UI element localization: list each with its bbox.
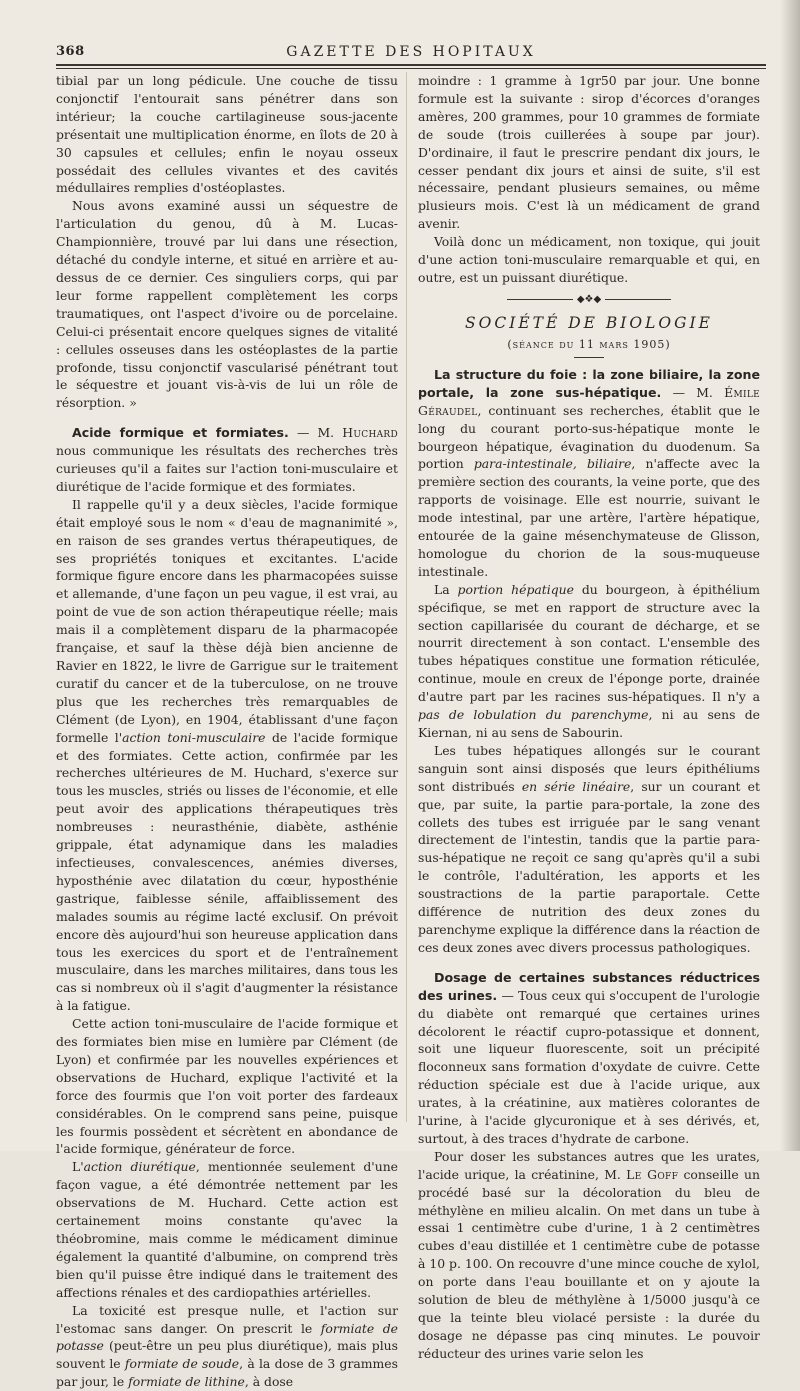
paragraph-text: L': [72, 1159, 84, 1175]
heading-separator: — M.: [288, 425, 343, 441]
page-number: 368: [56, 44, 85, 59]
ornament-line: [605, 299, 671, 300]
paragraph-text: , n'affecte avec la première section des courants, la veine porte, que des rapports de voisinage. Elle est nourrie, suivant le mode intestinal, par une artère, l'artère hépatique, entourée de la gaine mésenchymateuse de Glisson, homologue du chorion de la sous-muqueuse intestinale.: [418, 456, 760, 579]
paragraph: Cette action toni-musculaire de l'acide formique et des formiates bien mise en lumière par Clément (de Lyon) et confirmée par les nouvelles expériences et observations de Huchard, explique l'activité et la force des fourmis que l'on voit porter des fardeaux considérables. On le comprend sans peine, puisque les fourmis possèdent et sécrètent en abondance de l'acide formique, générateur de force.: [56, 1016, 398, 1157]
paragraph-text: nous communique les résultats des recherches très curieuses qu'il a faites sur l'action toni-musculaire et diurétique de l'acide formique et des formiates.: [56, 443, 398, 494]
emphasis-text: formiate de potasse: [56, 1320, 398, 1354]
paragraph-text: , continuant ses recherches, établit que le long du courant porto-sus-hépatique monte le bourgeon hépatique, évagination du duodenum. Sa portion: [418, 402, 760, 472]
emphasis-text: action diurétique: [83, 1159, 196, 1175]
paragraph: [418, 742, 760, 957]
paragraph-text: conseille un procédé basé sur la décoloration du bleu de méthylène en milieu alcalin. On met dans un tube à essai 1 centimètre cube d'urine, 1 à 2 centimètres cubes d'eau distillée et 1 centimètre cube de potasse à 10 p. 100. On recouvre d'une mince couche de xylol, on porte dans l'eau bouillante et on y ajoute la solution de bleu de méthylène à 1/5000 jusqu'à ce que la teinte bleu violacé persiste : la durée du dosage ne dépasse pas cinq minutes. Le pouvoir réducteur des urines varie selon les: [418, 1166, 760, 1361]
society-title: SOCIÉTÉ DE BIOLOGIE: [465, 313, 713, 332]
paragraph: [56, 1302, 398, 1391]
section-ornament: [418, 295, 760, 305]
column-divider: [406, 72, 407, 1122]
ornament-icon: ◆❖◆: [576, 293, 602, 305]
emphasis-text: pas de lobulation du parenchyme: [418, 707, 649, 723]
left-column: [56, 72, 398, 1391]
page-edge-shadow: [780, 0, 800, 1151]
paragraph: tibial par un long pédicule. Une couche de tissu conjonctif l'entourait sans pénétrer dans son intérieur; la couche cartilagineuse sous-jacente présentait une multiplication énorme, en îlots de 20 à 30 capsules et cellules; enfin le noyau osseux possédait des cellules vivantes et des cavités médullaires remplies d'ostéoplastes.: [56, 73, 398, 196]
paragraph-text: La: [434, 581, 458, 597]
emphasis-text: para-intestinale, biliaire: [473, 456, 632, 472]
article-paragraph-urines: [418, 969, 760, 1148]
paragraph-text: de l'acide formique et des formiates. Cette action, confirmée par les recherches ultérieures de M. Huchard, s'exerce sur tous les muscles, striés ou lisses de l'économie, et elle peut avoir des applications thérapeutiques très nombreuses : neurasthénie, diabète, asthénie grippale, état adynamique dans les maladies infectieuses, convalescences, anémies diverses, hyposthénie avec dilatation du cœur, hyposthénie gastrique, faiblesse sénile, affaiblissement des malades soumis au régime lacté exclusif. On prévoit encore dès aujourd'hui son heureuse application dans tous les exercices du sport et de l'entraînement musculaire, dans les marches militaires, dans tous les cas si nombreux où il s'agit d'augmenter la résistance à la fatigue.: [56, 729, 398, 1014]
paragraph: [418, 581, 760, 742]
paragraph-text: , à la dose de 3 grammes par jour, le: [56, 1356, 398, 1390]
emphasis-text: formiate de lithine: [128, 1374, 245, 1390]
author-name: Le Goff: [626, 1166, 679, 1182]
paragraph-text: — Tous ceux qui s'occupent de l'urologie du diabète ont remarqué que certaines urines décolorent le réactif cupro-potassique et donnent, soit une liqueur fluorescente, soit un précipité floconneux sans formation d'oxydate de cuivre. Cette réduction spéciale est due à l'acide urique, aux urates, à la créatinine, aux matières colorantes de l'urine, à l'acide glycuronique et à ses dérivés, et, surtout, à des traces d'hydrate de carbone.: [418, 987, 761, 1146]
right-column: [418, 72, 760, 1363]
header-rule-thick: [56, 64, 766, 66]
paragraph: Nous avons examiné aussi un séquestre de l'articulation du genou, dû à M. Lucas-Championnière, trouvé par lui dans une résection, détaché du condyle interne, et situé en arrière et au-dessus de ce dernier. Ces singuliers corps, qui par leur forme rappellent complètement les corps traumatiques, ont l'aspect d'ivoire ou de porcelaine. Celui-ci présentait encore quelques signes de vitalité : cellules osseuses dans les ostéoplastes de la partie profonde, tissu conjonctif vascularisé pénétrant tout le séquestre et jouant vis-à-vis de lui un rôle de résorption. »: [56, 198, 398, 411]
emphasis-text: action toni-musculaire: [122, 729, 266, 745]
short-rule: [574, 357, 604, 358]
paragraph-text: Les tubes hépatiques allongés sur le courant sanguin sont ainsi disposés que leurs épithéliums sont distribués: [418, 742, 760, 794]
emphasis-text: formiate de soude: [124, 1356, 240, 1372]
emphasis-text: portion hépatique: [457, 581, 574, 597]
paragraph-text: (peut-être un peu plus diurétique), mais plus souvent le: [56, 1338, 398, 1372]
paragraph-text: Il rappelle qu'il y a deux siècles, l'acide formique était employé sous le nom « d'eau de magnanimité », en raison de ses grandes vertus thérapeutiques, de ses propriétés toniques et excitantes. L'acide formique figure encore dans les pharmacopées suisse et allemande, d'une façon un peu vague, il est vrai, au point de vue de son action thérapeutique réelle; mais mais il a complètement disparu de la pharmacopée française, et sauf la thèse déjà bien ancienne de Ravier en 1822, le livre de Garrigue sur le traitement curatif du cancer et de la tuberculose, on ne trouve plus que les recherches très remarquables de Clément (de Lyon), en 1904, établissant d'une façon formelle l': [56, 496, 398, 745]
page-header: [56, 40, 766, 64]
paragraph: Voilà donc un médicament, non toxique, qui jouit d'une action toni-musculaire remarquable et qui, en outre, est un puissant diurétique.: [418, 234, 760, 285]
ornament-line: [507, 299, 573, 300]
paragraph: [418, 1148, 760, 1363]
heading-separator: — M.: [661, 384, 725, 400]
section-heading: Acide formique et formiates.: [72, 425, 289, 441]
paragraph-text: La toxicité est presque nulle, et l'action sur l'estomac sans danger. On prescrit le: [56, 1302, 398, 1336]
paragraph: [56, 1158, 398, 1301]
section-heading: Dosage de certaines substances réductrices des urines.: [418, 969, 760, 1003]
paragraph-text: , ni au sens de Kiernan, ni au sens de Sabourin.: [418, 707, 760, 740]
paragraph-text: , sur un courant et que, par suite, la partie para-portale, la zone des collets des tubes est irriguée par le sang venant directement de l'intestin, tandis que la partie para-sus-hépatique ne reçoit ce sang qu'après qu'il a subi le contrôle, l'adultération, les apports et les soustractions de la partie paraportale. Cette différence de nutrition des deux zones du parenchyme explique la différence dans la réaction de ces deux zones avec divers processus pathologiques.: [418, 778, 760, 955]
session-date: (séance du 11 mars 1905): [507, 337, 671, 351]
emphasis-text: en série linéaire: [521, 778, 631, 794]
journal-title: GAZETTE DES HOPITAUX: [286, 44, 536, 60]
author-name: Huchard: [342, 425, 398, 441]
section-heading: La structure du foie : la zone biliaire, la zone portale, la zone sus-hépatique.: [418, 366, 760, 400]
paragraph-text: , à dose: [244, 1374, 294, 1390]
paragraph-text: , mentionnée seulement d'une façon vague, a été démontrée nettement par les observations de M. Huchard. Cette action est certainement moins constante qu'avec la théobromine, mais comme le médicament diminue également la quantité d'albumine, on comprend très bien qu'il puisse être indiqué dans le traitement des affections rénales et des cardiopathies artérielles.: [56, 1159, 399, 1300]
header-rule-thin: [56, 68, 766, 69]
author-name: Émile Géraudel: [418, 384, 760, 418]
article-paragraph-formic-acid: [56, 424, 398, 496]
paragraph: [56, 496, 398, 1015]
paragraph-text: Pour doser les substances autres que les urates, l'acide urique, la créatinine, M.: [418, 1148, 760, 1182]
paragraph: moindre : 1 gramme à 1gr50 par jour. Une bonne formule est la suivante : sirop d'écorces d'oranges amères, 200 grammes, pour 10 grammes de formiate de soude (trois cuillerées à soupe par jour). D'ordinaire, il faut le prescrire pendant dix jours, le cesser pendant dix jours et ainsi de suite, s'il est nécessaire, pendant plusieurs semaines, ou même plusieurs mois. C'est là un médicament de grand avenir.: [418, 73, 760, 232]
article-paragraph-liver: [418, 366, 760, 581]
paragraph-text: du bourgeon, à épithélium spécifique, se met en rapport de structure avec la section capillarisée du courant de décharge, et se nourrit directement à son contact. L'ensemble des tubes hépatiques constitue une formation réticulée, continue, moule en creux de l'éponge porte, drainée d'autre part par les racines sus-hépatiques. Il n'y a: [418, 581, 760, 705]
